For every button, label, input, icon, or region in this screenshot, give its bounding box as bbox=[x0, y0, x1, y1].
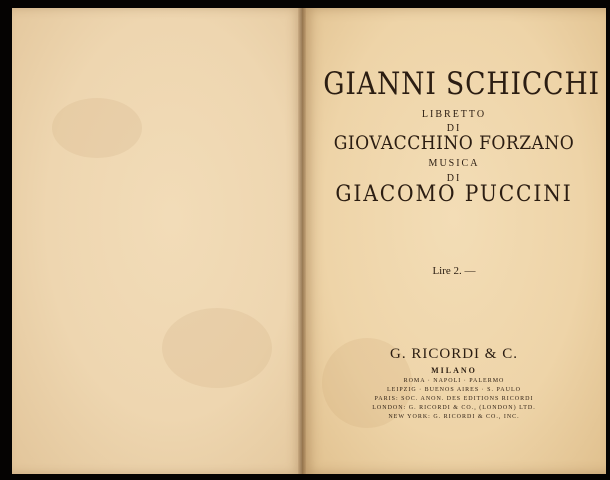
publisher-city: MILANO bbox=[431, 366, 477, 375]
paper-stain bbox=[162, 308, 272, 388]
open-book bbox=[12, 8, 606, 474]
musica-label: MUSICA bbox=[428, 158, 480, 169]
paper-stain bbox=[52, 98, 142, 158]
libretto-label: LIBRETTO bbox=[421, 109, 487, 120]
librettist-name: GIOVACCHINO FORZANO bbox=[333, 132, 575, 154]
di-label-2: DI bbox=[446, 173, 462, 184]
opera-title: GIANNI SCHICCHI bbox=[323, 66, 600, 102]
left-blank-page bbox=[12, 8, 302, 474]
branch-line: LEIPZIG · BUENOS AIRES · S. PAULO bbox=[387, 387, 521, 393]
composer-name: GIACOMO PUCCINI bbox=[335, 182, 573, 207]
branch-line: LONDON: G. RICORDI & CO., (LONDON) LTD. bbox=[372, 405, 536, 411]
book-gutter bbox=[298, 8, 306, 474]
di-label-1: DI bbox=[446, 123, 462, 134]
publisher-name: G. RICORDI & C. bbox=[390, 346, 518, 362]
price-label: Lire 2. — bbox=[432, 265, 476, 277]
title-page bbox=[302, 8, 606, 474]
branch-line: PARIS: SOC. ANON. DES EDITIONS RICORDI bbox=[374, 396, 534, 402]
branch-line: NEW YORK: G. RICORDI & CO., INC. bbox=[388, 414, 520, 420]
branch-line: ROMA · NAPOLI · PALERMO bbox=[403, 378, 505, 384]
